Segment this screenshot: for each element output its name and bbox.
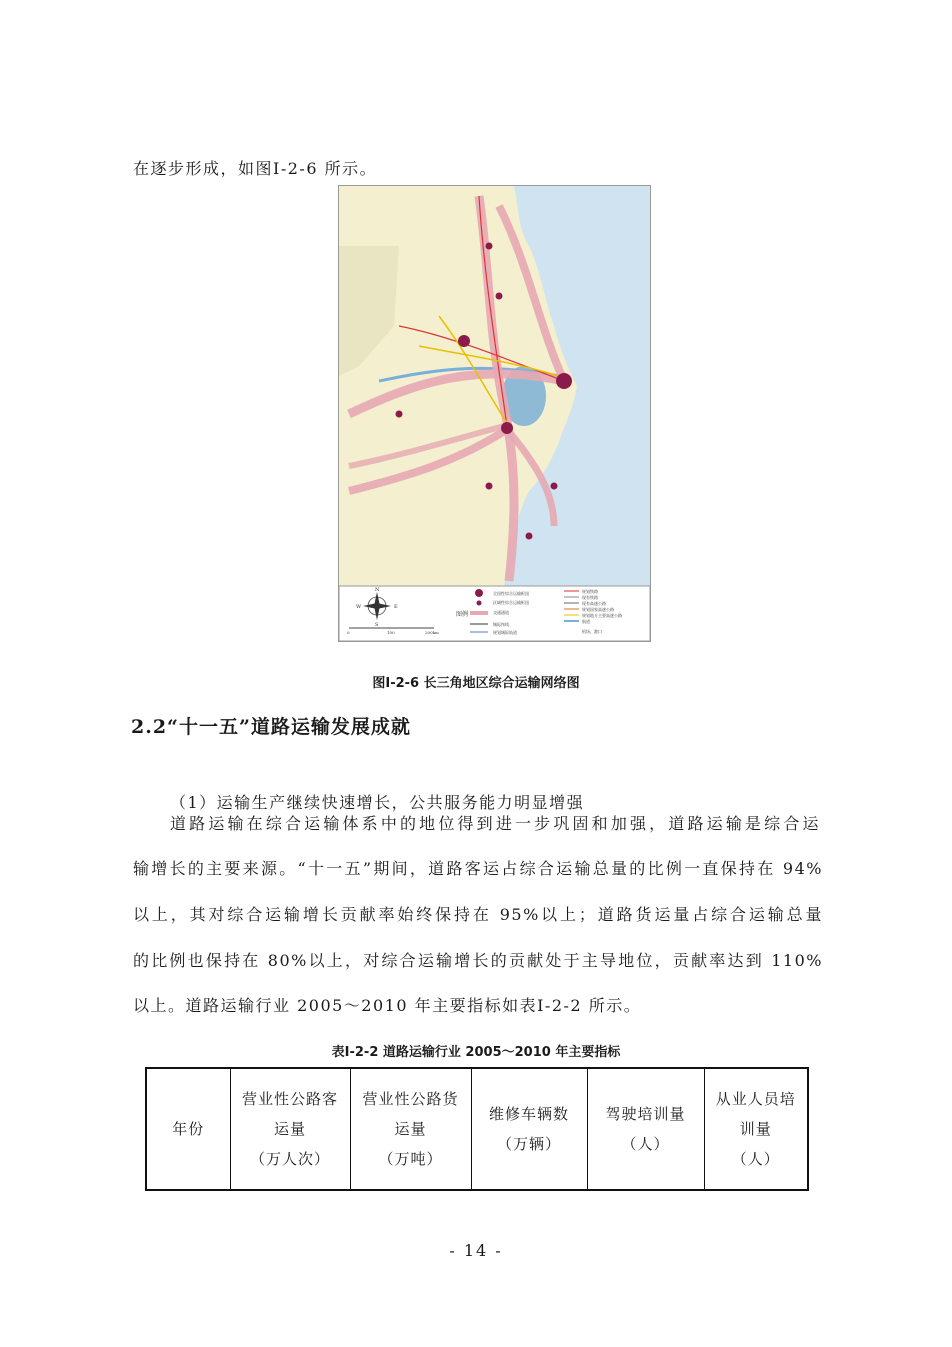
legend-title: 图例	[456, 611, 469, 618]
svg-text:S: S	[375, 622, 379, 628]
subheading: （1）运输生产继续快速增长，公共服务能力明显增强	[170, 793, 585, 812]
indicator-table	[145, 1067, 809, 1191]
page-number: - 14 -	[449, 1241, 503, 1260]
hub-regional-5	[486, 483, 493, 490]
legend-item: 规划铁路	[582, 589, 598, 594]
table-header-staff-training: 从业人员培 训量 （人）	[704, 1068, 808, 1190]
svg-text:200km: 200km	[425, 630, 439, 635]
hub-regional-3	[551, 483, 558, 490]
section-heading: 2.2“十一五”道路运输发展成就	[131, 716, 411, 738]
table-header-freight-volume: 营业性公路货 运量 （万吨）	[350, 1068, 471, 1190]
paragraph-top: 在逐步形成，如图I-2-6 所示。	[133, 159, 378, 178]
hub-regional-2	[496, 293, 503, 300]
legend-item: 全国性综合运输枢纽	[493, 591, 529, 596]
svg-text:N: N	[375, 587, 380, 593]
body-line: 道路运输在综合运输体系中的地位得到进一步巩固和加强，道路运输是综合运	[170, 814, 820, 833]
legend-item: 规划国家高速公路	[582, 607, 614, 612]
hub-nanjing	[458, 335, 470, 347]
body-line: 以上，其对综合运输增长贡献率始终保持在 95%以上；道路货运量占综合运输总量	[133, 905, 823, 924]
figure-caption: 图I-2-6 长三角地区综合运输网络图	[372, 676, 580, 691]
table-header-row	[146, 1068, 808, 1190]
body-line: 输增长的主要来源。“十一五”期间，道路客运占综合运输总量的比例一直保持在 94%	[133, 859, 823, 878]
table-header-year: 年份	[146, 1068, 230, 1190]
legend-item: 交通通道	[493, 610, 509, 615]
svg-text:0: 0	[347, 630, 350, 635]
body-line: 以上。道路运输行业 2005～2010 年主要指标如表I-2-2 所示。	[133, 996, 642, 1015]
table-header-passenger-volume: 营业性公路客 运量 （万人次）	[230, 1068, 350, 1190]
table-caption: 表I-2-2 道路运输行业 2005～2010 年主要指标	[331, 1045, 621, 1060]
svg-text:E: E	[394, 604, 398, 610]
table-header-repair-vehicles: 维修车辆数 （万辆）	[471, 1068, 587, 1190]
legend-item: 城际纬线	[493, 622, 509, 627]
legend-item: 规划城际轨道	[493, 630, 517, 635]
legend-item: 航道	[582, 619, 590, 624]
hub-shanghai	[556, 373, 572, 389]
hub-regional-6	[526, 533, 533, 540]
legend-item: 现有高速公路	[582, 601, 606, 606]
legend-item: 规划地方主要高速公路	[582, 613, 622, 618]
svg-text:W: W	[356, 604, 362, 610]
legend-item: 机场、港口	[582, 629, 602, 634]
body-line: 的比例也保持在 80%以上，对综合运输增长的贡献处于主导地位，贡献率达到 110%	[133, 951, 823, 970]
table-header-driver-training: 驾驶培训量 （人）	[587, 1068, 704, 1190]
svg-text:100: 100	[387, 630, 395, 635]
hub-hangzhou	[501, 422, 513, 434]
legend-item: 现有铁路	[582, 595, 598, 600]
transport-network-map	[338, 185, 651, 642]
hub-regional-1	[486, 243, 493, 250]
legend-item: 区域性综合运输枢纽	[493, 600, 529, 605]
hub-regional-4	[396, 411, 403, 418]
